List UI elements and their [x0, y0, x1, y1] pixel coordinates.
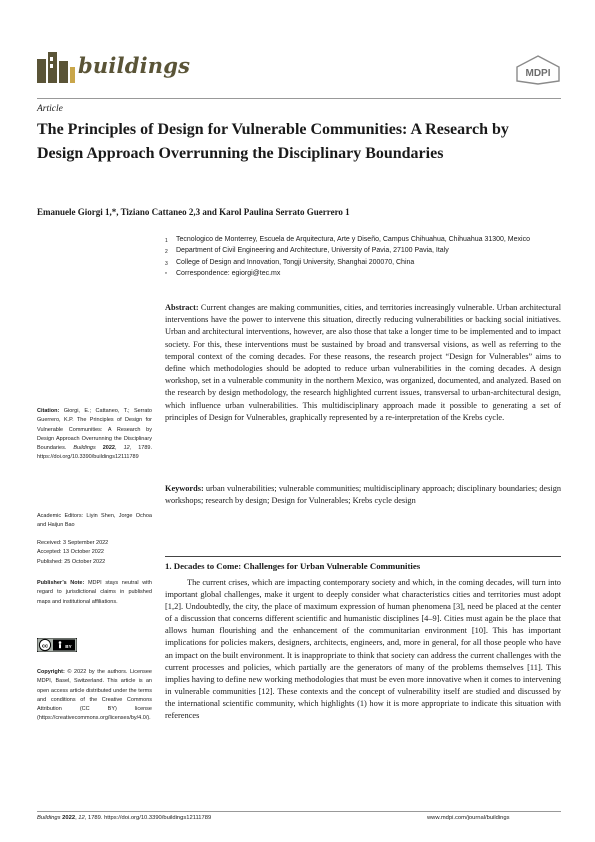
keywords-text: urban vulnerabilities; vulnerable communities; multidisciplinary approach; disciplinary boundaries; design workshops; research by design; Design for Vulnerables; Krebs cycle design — [165, 484, 561, 506]
abstract-text: Current changes are making communities, cities, and territories increasingly vulnerable. Urban architectural interventions have the power to intervene this situation, directly reducing vulnerabilities or backing social initiatives. Urban and architectural interventions, however, are also those that take a longer time to be implemented and to impact society. For this, these interventions must be sustained by broad and transversal visions, as well as referring to the temporal context of the coming decades. For these reasons, the research project “Design for Vulnerables” aims to define which methodologies should be adopted to reduce urban vulnerabilities in the coming decades. A design workshop, set in a vulnerable community in the northern Mexico, was organized, documented, and analyzed. Based on the research by design methodology, the research highlighted current issues, transversal to urban-architectural design, which influence urban vulnerabilities. This multidisciplinary approach made it possible to generating a set of principles of Design for Vulnerables, graphically represented by a re-interpretation of the Krebs cycle. — [165, 303, 561, 422]
affiliation-mark: 3 — [165, 260, 168, 267]
keywords — [165, 483, 561, 507]
article-type: Article — [37, 104, 63, 114]
citation-text: Giorgi, E.; Cattaneo, T.; Serrato Guerrero, K.P. The Principles of Design for Vulnerable Communities: A Research by Design Approach Overrunning the Disciplinary Boundaries. — [37, 408, 152, 452]
abstract-label: Abstract: — [165, 303, 199, 312]
footer-year: 2022 — [62, 815, 76, 821]
received-date: Received: 3 September 2022 — [37, 540, 109, 546]
svg-text:BY: BY — [65, 644, 72, 649]
copyright-block — [37, 668, 152, 724]
affiliation-text: College of Design and Innovation, Tongji University, Shanghai 200070, China — [176, 258, 415, 266]
section-divider — [165, 556, 561, 557]
affiliation-item — [165, 235, 565, 246]
footer-journal-url[interactable]: www.mdpi.com/journal/buildings — [427, 815, 510, 821]
affiliation-item — [165, 246, 565, 257]
journal-logo-icon — [37, 49, 75, 83]
section-paragraph: The current crises, which are impacting contemporary society and which, in the coming decades, will turn into important global challenges, make it urgent to deeply consider what characteristics cities and territories must adopt [1,2]. Undoubtedly, the city, the place of maximum expression of human phenomena [3], need be placed at the center of a discussion that concerns different scientific and humanistic disciplines [4–9]. Cities must again be the place that allows human flourishing and the enhancement of the communitarian environment [10]. This has important implications for policies makers, designers, architects, engineers, and, more in general, for all those people who have an impact on the built environment. It is inappropriate to think that society can address the current challenges with the current processes and policies, which partially are the generators of many of the problems themselves [11]. This implies having to define new working methodologies that must be even more innovative when it comes to intervening in vulnerable communities [12]. These contexts and the concept of vulnerability itself are studied and discussed by the international scientific community, which highlights (1) how it is more appropriate to indicate this situation with references — [165, 578, 561, 721]
footer-divider — [37, 811, 561, 812]
cc-by-license-icon[interactable] — [37, 638, 77, 652]
citation-label: Citation: — [37, 408, 60, 414]
footer-journal: Buildings — [37, 815, 61, 821]
affiliation-item — [165, 269, 565, 280]
journal-name[interactable]: buildings — [78, 53, 191, 78]
mdpi-logo-text: MDPI — [525, 68, 551, 79]
affiliation-mark: 2 — [165, 249, 168, 256]
citation-block: Citation: Giorgi, E.; Cattaneo, T.; Serrato Guerrero, K.P. The Principles of Design for Vulnerable Communities: A Research by Design Approach Overrunning the Disciplinary Boundaries. Buildings 2022, 12, 1789. https://doi.org/10.3390/buildings12111789 — [37, 408, 153, 461]
citation-year: 2022 — [102, 445, 115, 452]
author-list: Emanuele Giorgi 1,*, Tiziano Cattaneo 2,3 and Karol Paulina Serrato Guerrero 1 — [37, 207, 350, 217]
header-divider — [37, 98, 561, 99]
publisher-note — [37, 579, 152, 607]
svg-text:cc: cc — [41, 643, 49, 650]
citation-journal: Buildings — [73, 445, 96, 452]
article-title: The Principles of Design for Vulnerable Communities: A Research by Design Approach Overrunning the Disciplinary Boundaries — [37, 121, 509, 162]
publisher-note-label: Publisher’s Note: — [37, 580, 85, 586]
footer-doi-link[interactable]: , 1789. https://doi.org/10.3390/buildings12111789 — [84, 815, 212, 821]
affiliations — [165, 235, 565, 281]
abstract — [165, 302, 561, 424]
footer-citation: Buildings 2022, 12, 1789. https://doi.org/10.3390/buildings12111789 — [37, 815, 212, 821]
section-heading: 1. Decades to Come: Challenges for Urban Vulnerable Communities — [165, 561, 421, 571]
citation-volume: 12 — [123, 445, 130, 452]
academic-editors: Academic Editors: Liyin Shen, Jorge Ochoa and Haijun Bao — [37, 513, 152, 529]
affiliation-text: Department of Civil Engineering and Architecture, University of Pavia, 27100 Pavia, Italy — [176, 247, 449, 255]
mdpi-logo-icon[interactable] — [515, 55, 561, 85]
publisher-note-text: MDPI stays neutral with regard to jurisdictional claims in published maps and institutional affiliations. — [37, 580, 152, 605]
affiliation-mark: * — [165, 272, 167, 279]
correspondence-email[interactable]: Correspondence: egiorgi@tec.mx — [176, 270, 281, 278]
affiliation-text: Tecnologico de Monterrey, Escuela de Arquitectura, Arte y Diseño, Campus Chihuahua, Chihuahua 31300, Mexico — [176, 236, 530, 243]
footer-volume: 12 — [78, 815, 85, 821]
accepted-date: Accepted: 13 October 2022 — [37, 549, 104, 556]
keywords-label: Keywords: — [165, 484, 204, 493]
section-body — [165, 577, 561, 722]
citation-doi-link[interactable]: , 1789. https://doi.org/10.3390/buildings12111789 — [37, 445, 153, 461]
affiliation-mark: 1 — [165, 238, 168, 244]
published-date: Published: 25 October 2022 — [37, 558, 106, 565]
copyright-text: © 2022 by the authors. Licensee MDPI, Basel, Switzerland. This article is an open access article distributed under the terms and conditions of the Creative Commons Attribution (CC BY) license (https://creativecommons.org/licenses/by/4.0/). — [37, 669, 152, 722]
affiliation-item — [165, 258, 565, 269]
copyright-label: Copyright: — [37, 669, 65, 675]
publication-dates — [37, 539, 152, 567]
